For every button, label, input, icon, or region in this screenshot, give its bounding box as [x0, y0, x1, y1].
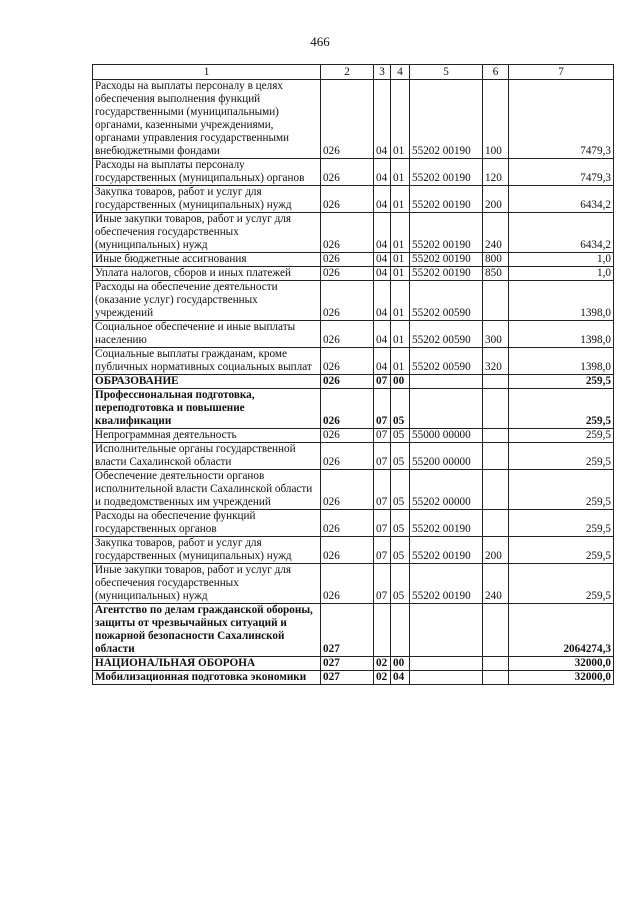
- expense-type-cell: [483, 604, 509, 657]
- column-header: 2: [321, 65, 374, 80]
- target-article-cell: 55202 00590: [410, 321, 483, 348]
- amount-cell: 7479,3: [509, 159, 614, 186]
- table-row: [93, 443, 614, 470]
- row-name-cell: Иные бюджетные ассигнования: [93, 253, 321, 267]
- ved-code-cell: 026: [321, 389, 374, 429]
- table-row: [93, 348, 614, 375]
- amount-cell: 2064274,3: [509, 604, 614, 657]
- table-row: [93, 213, 614, 253]
- page-number: 466: [310, 34, 330, 49]
- target-article-cell: 55202 00190: [410, 186, 483, 213]
- subsection-code-cell: 01: [391, 213, 410, 253]
- amount-cell: 259,5: [509, 429, 614, 443]
- ved-code-cell: 026: [321, 80, 374, 159]
- section-code-cell: 04: [374, 281, 391, 321]
- column-header: 5: [410, 65, 483, 80]
- subsection-code-cell: 01: [391, 348, 410, 375]
- amount-cell: 6434,2: [509, 186, 614, 213]
- row-name-cell: Непрограммная деятельность: [93, 429, 321, 443]
- subsection-code-cell: 01: [391, 267, 410, 281]
- section-code-cell: [374, 604, 391, 657]
- budget-table: [92, 64, 614, 685]
- row-name-cell: Иные закупки товаров, работ и услуг для обеспечения государственных (муниципальных) нужд: [93, 213, 321, 253]
- ved-code-cell: 026: [321, 564, 374, 604]
- amount-cell: 1,0: [509, 253, 614, 267]
- table-row: [93, 281, 614, 321]
- ved-code-cell: 026: [321, 281, 374, 321]
- expense-type-cell: [483, 389, 509, 429]
- ved-code-cell: 026: [321, 321, 374, 348]
- expense-type-cell: 120: [483, 159, 509, 186]
- expense-type-cell: 200: [483, 186, 509, 213]
- target-article-cell: [410, 604, 483, 657]
- row-name-cell: Социальные выплаты гражданам, кроме публичных нормативных социальных выплат: [93, 348, 321, 375]
- section-code-cell: 07: [374, 375, 391, 389]
- ved-code-cell: 026: [321, 186, 374, 213]
- section-code-cell: 07: [374, 510, 391, 537]
- subsection-code-cell: 05: [391, 389, 410, 429]
- section-code-cell: 07: [374, 389, 391, 429]
- table-row: [93, 80, 614, 159]
- amount-cell: 259,5: [509, 375, 614, 389]
- target-article-cell: 55202 00190: [410, 267, 483, 281]
- target-article-cell: 55202 00190: [410, 537, 483, 564]
- table-row: [93, 267, 614, 281]
- header-row: [93, 65, 614, 80]
- row-name-cell: Закупка товаров, работ и услуг для государственных (муниципальных) нужд: [93, 537, 321, 564]
- expense-type-cell: [483, 429, 509, 443]
- section-code-cell: 04: [374, 267, 391, 281]
- table-row: [93, 537, 614, 564]
- section-code-cell: 02: [374, 657, 391, 671]
- expense-type-cell: [483, 281, 509, 321]
- expense-type-cell: [483, 443, 509, 470]
- row-name-cell: Иные закупки товаров, работ и услуг для обеспечения государственных (муниципальных) нужд: [93, 564, 321, 604]
- amount-cell: 259,5: [509, 537, 614, 564]
- subsection-code-cell: 01: [391, 186, 410, 213]
- ved-code-cell: 026: [321, 510, 374, 537]
- section-code-cell: 07: [374, 429, 391, 443]
- section-code-cell: 04: [374, 80, 391, 159]
- column-header: 4: [391, 65, 410, 80]
- section-code-cell: 07: [374, 470, 391, 510]
- expense-type-cell: 240: [483, 564, 509, 604]
- target-article-cell: [410, 389, 483, 429]
- ved-code-cell: 026: [321, 429, 374, 443]
- amount-cell: 1398,0: [509, 348, 614, 375]
- table-row: [93, 186, 614, 213]
- section-code-cell: 04: [374, 213, 391, 253]
- row-name-cell: Исполнительные органы государственной власти Сахалинской области: [93, 443, 321, 470]
- target-article-cell: 55000 00000: [410, 429, 483, 443]
- column-header: 3: [374, 65, 391, 80]
- subsection-code-cell: 05: [391, 443, 410, 470]
- ved-code-cell: 026: [321, 537, 374, 564]
- row-name-cell: Профессиональная подготовка, переподготовка и повышение квалификации: [93, 389, 321, 429]
- section-code-cell: 04: [374, 348, 391, 375]
- amount-cell: 7479,3: [509, 80, 614, 159]
- ved-code-cell: 026: [321, 159, 374, 186]
- subsection-code-cell: 05: [391, 429, 410, 443]
- subsection-code-cell: 01: [391, 253, 410, 267]
- table-row: [93, 429, 614, 443]
- expense-type-cell: [483, 375, 509, 389]
- target-article-cell: 55202 00590: [410, 281, 483, 321]
- column-header: 1: [93, 65, 321, 80]
- column-header: 6: [483, 65, 509, 80]
- table-row: [93, 657, 614, 671]
- row-name-cell: Социальное обеспечение и иные выплаты населению: [93, 321, 321, 348]
- target-article-cell: 55202 00190: [410, 564, 483, 604]
- amount-cell: 6434,2: [509, 213, 614, 253]
- section-code-cell: 04: [374, 159, 391, 186]
- expense-type-cell: 100: [483, 80, 509, 159]
- expense-type-cell: 320: [483, 348, 509, 375]
- row-name-cell: Закупка товаров, работ и услуг для государственных (муниципальных) нужд: [93, 186, 321, 213]
- subsection-code-cell: [391, 604, 410, 657]
- target-article-cell: [410, 671, 483, 685]
- column-header: 7: [509, 65, 614, 80]
- ved-code-cell: 027: [321, 657, 374, 671]
- expense-type-cell: 850: [483, 267, 509, 281]
- target-article-cell: [410, 375, 483, 389]
- subsection-code-cell: 04: [391, 671, 410, 685]
- section-code-cell: 07: [374, 537, 391, 564]
- amount-cell: 259,5: [509, 510, 614, 537]
- ved-code-cell: 026: [321, 375, 374, 389]
- ved-code-cell: 026: [321, 253, 374, 267]
- target-article-cell: [410, 657, 483, 671]
- table-row: [93, 321, 614, 348]
- section-code-cell: 07: [374, 564, 391, 604]
- expense-type-cell: 200: [483, 537, 509, 564]
- subsection-code-cell: 01: [391, 281, 410, 321]
- target-article-cell: 55202 00190: [410, 510, 483, 537]
- table-row: [93, 604, 614, 657]
- row-name-cell: Расходы на выплаты персоналу государственных (муниципальных) органов: [93, 159, 321, 186]
- table-row: [93, 564, 614, 604]
- row-name-cell: Обеспечение деятельности органов исполнительной власти Сахалинской области и подведомственных им учреждений: [93, 470, 321, 510]
- row-name-cell: Уплата налогов, сборов и иных платежей: [93, 267, 321, 281]
- subsection-code-cell: 05: [391, 537, 410, 564]
- amount-cell: 1398,0: [509, 321, 614, 348]
- subsection-code-cell: 01: [391, 159, 410, 186]
- expense-type-cell: [483, 510, 509, 537]
- target-article-cell: 55202 00000: [410, 470, 483, 510]
- amount-cell: 32000,0: [509, 657, 614, 671]
- target-article-cell: 55202 00590: [410, 348, 483, 375]
- section-code-cell: 07: [374, 443, 391, 470]
- amount-cell: 259,5: [509, 470, 614, 510]
- ved-code-cell: 026: [321, 267, 374, 281]
- section-code-cell: 04: [374, 186, 391, 213]
- expense-type-cell: 240: [483, 213, 509, 253]
- ved-code-cell: 026: [321, 213, 374, 253]
- target-article-cell: 55202 00190: [410, 159, 483, 186]
- table-row: [93, 671, 614, 685]
- row-name-cell: Расходы на выплаты персоналу в целях обеспечения выполнения функций государственными (муниципальными) органами, казенными учреждениями, органами управления государственными внебюджетными фондами: [93, 80, 321, 159]
- row-name-cell: Расходы на обеспечение деятельности (оказание услуг) государственных учреждений: [93, 281, 321, 321]
- amount-cell: 1,0: [509, 267, 614, 281]
- target-article-cell: 55200 00000: [410, 443, 483, 470]
- table-row: [93, 470, 614, 510]
- row-name-cell: НАЦИОНАЛЬНАЯ ОБОРОНА: [93, 657, 321, 671]
- amount-cell: 32000,0: [509, 671, 614, 685]
- section-code-cell: 04: [374, 253, 391, 267]
- table-row: [93, 159, 614, 186]
- subsection-code-cell: 05: [391, 564, 410, 604]
- amount-cell: 1398,0: [509, 281, 614, 321]
- expense-type-cell: 300: [483, 321, 509, 348]
- amount-cell: 259,5: [509, 564, 614, 604]
- ved-code-cell: 026: [321, 470, 374, 510]
- subsection-code-cell: 01: [391, 80, 410, 159]
- row-name-cell: Расходы на обеспечение функций государственных органов: [93, 510, 321, 537]
- row-name-cell: ОБРАЗОВАНИЕ: [93, 375, 321, 389]
- table-row: [93, 510, 614, 537]
- target-article-cell: 55202 00190: [410, 253, 483, 267]
- ved-code-cell: 027: [321, 604, 374, 657]
- row-name-cell: Мобилизационная подготовка экономики: [93, 671, 321, 685]
- ved-code-cell: 027: [321, 671, 374, 685]
- expense-type-cell: [483, 470, 509, 510]
- expense-type-cell: [483, 671, 509, 685]
- expense-type-cell: [483, 657, 509, 671]
- ved-code-cell: 026: [321, 348, 374, 375]
- subsection-code-cell: 00: [391, 375, 410, 389]
- subsection-code-cell: 05: [391, 510, 410, 537]
- target-article-cell: 55202 00190: [410, 80, 483, 159]
- target-article-cell: 55202 00190: [410, 213, 483, 253]
- table-row: [93, 253, 614, 267]
- subsection-code-cell: 00: [391, 657, 410, 671]
- subsection-code-cell: 01: [391, 321, 410, 348]
- expense-type-cell: 800: [483, 253, 509, 267]
- subsection-code-cell: 05: [391, 470, 410, 510]
- table-row: [93, 375, 614, 389]
- section-code-cell: 02: [374, 671, 391, 685]
- table-row: [93, 389, 614, 429]
- ved-code-cell: 026: [321, 443, 374, 470]
- section-code-cell: 04: [374, 321, 391, 348]
- row-name-cell: Агентство по делам гражданской обороны, защиты от чрезвычайных ситуаций и пожарной безопасности Сахалинской области: [93, 604, 321, 657]
- amount-cell: 259,5: [509, 443, 614, 470]
- amount-cell: 259,5: [509, 389, 614, 429]
